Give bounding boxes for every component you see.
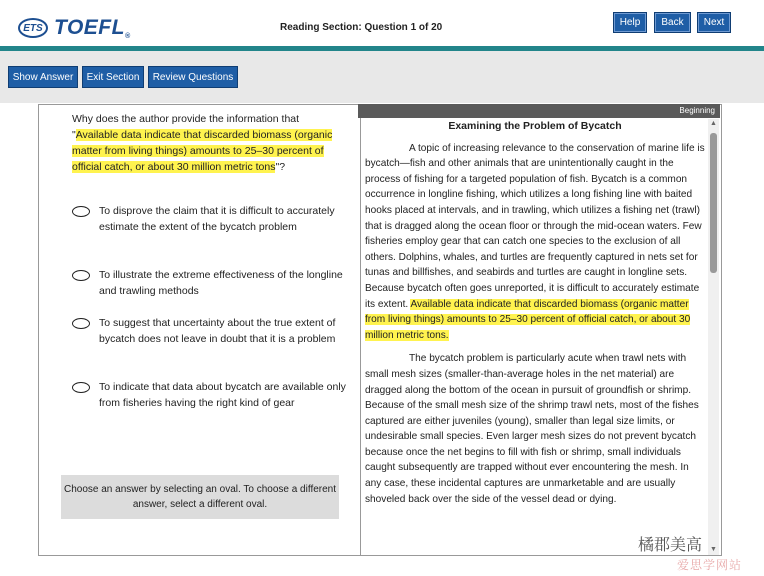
passage-scrollbar[interactable] xyxy=(708,119,719,555)
scrollbar-thumb[interactable] xyxy=(710,133,717,273)
answer-choice-2[interactable] xyxy=(72,267,347,299)
passage-title: Examining the Problem of Bycatch xyxy=(448,120,622,132)
review-questions-button[interactable]: Review Questions xyxy=(148,66,238,88)
help-button[interactable]: Help xyxy=(613,12,647,33)
answer-choice-4[interactable] xyxy=(72,379,347,411)
passage-position-label: Beginning xyxy=(679,106,715,115)
answer-oval[interactable] xyxy=(72,270,90,281)
answer-instruction: Choose an answer by selecting an oval. To choose a different answer, select a different oval. xyxy=(61,475,339,519)
reading-passage[interactable] xyxy=(365,119,705,555)
section-title: Reading Section: Question 1 of 20 xyxy=(280,22,443,33)
question-prompt-after: "? xyxy=(275,161,286,173)
answer-oval[interactable] xyxy=(72,206,90,217)
paragraph-text: A topic of increasing relevance to the conservation of marine life is bycatch—fish and other animals that are unintentionally caught in the process of fishing for a targeted population of fish. Bycatch is a common occurrence in longline fishing, which utilizes a long fishing line with baited hooks placed at intervals, and in trawling, which utilizes a fishing net (trawl) that is dragged along the ocean floor or through the mid-ocean waters. Few fisheries employ gear that can catch one species to the exclusion of all others. Dolphins, whales, and turtles are frequently captured in nets set for tunas and billfishes, and seabirds and turtles are caught in longline sets. Because bycatch often goes unreported, it is difficult to accurately estimate its extent. xyxy=(365,142,705,310)
passage-paragraph-2: The bycatch problem is particularly acute when trawl nets with small mesh sizes (smaller-than-average holes in the net material) are dragged along the bottom of the ocean in pursuit of groundfish or shrimp. Because of the small mesh size of the shrimp trawl nets, most of the fishes captured are either juveniles (young), smaller than legal size limits, or undesirable small species. Even larger mesh sizes do not prevent bycatch because once the net begins to fill with fish or shrimp, small individuals caught subsequently are trapped without ever encountering the mesh. In any case, these incidental captures are unmarketable and are usually shoveled back over the side of the vessel dead or dying. xyxy=(365,353,699,505)
panel-divider xyxy=(360,104,361,556)
logo-text: TOEFL® xyxy=(54,16,131,40)
question-prompt-before: Why does the author provide the information that " xyxy=(72,113,300,141)
answer-choice-text: To indicate that data about bycatch are available only from fisheries having the right kind of gear xyxy=(99,381,346,409)
watermark-primary: 橘郡美高 xyxy=(636,532,704,555)
ets-logo-icon: ETS xyxy=(18,18,48,38)
scroll-up-arrow-icon[interactable]: ▲ xyxy=(710,120,717,127)
toefl-logo xyxy=(18,16,131,40)
toolbar xyxy=(0,51,764,103)
passage-position-bar xyxy=(358,104,720,118)
show-answer-button[interactable]: Show Answer xyxy=(8,66,78,88)
highlighted-sentence: Available data indicate that discarded biomass (organic matter from living things) amounts to 25–30 percent of official catch, or about 30 million metric tons. xyxy=(365,298,691,341)
passage-paragraph-1 xyxy=(365,141,705,344)
answer-choice-text: To illustrate the extreme effectiveness of the longline and trawling methods xyxy=(99,269,343,297)
next-button[interactable]: Next xyxy=(697,12,731,33)
answer-choice-3[interactable] xyxy=(72,315,347,347)
answer-choice-text: To suggest that uncertainty about the true extent of bycatch does not leave in doubt that it is a problem xyxy=(99,317,336,345)
question-prompt xyxy=(72,111,342,175)
exit-section-button[interactable]: Exit Section xyxy=(82,66,144,88)
scroll-down-arrow-icon[interactable]: ▼ xyxy=(710,546,717,553)
question-highlighted-quote: Available data indicate that discarded biomass (organic matter from living things) amounts to 25–30 percent of official catch, or about 30 million metric tons xyxy=(72,129,333,173)
answer-oval[interactable] xyxy=(72,318,90,329)
app-header xyxy=(0,0,764,46)
answer-choice-text: To disprove the claim that it is difficult to accurately estimate the extent of the bycatch problem xyxy=(99,205,335,233)
watermark-secondary: 爱思学网站 xyxy=(677,558,743,572)
back-button[interactable]: Back xyxy=(654,12,691,33)
answer-choice-1[interactable] xyxy=(72,203,347,235)
answer-oval[interactable] xyxy=(72,382,90,393)
